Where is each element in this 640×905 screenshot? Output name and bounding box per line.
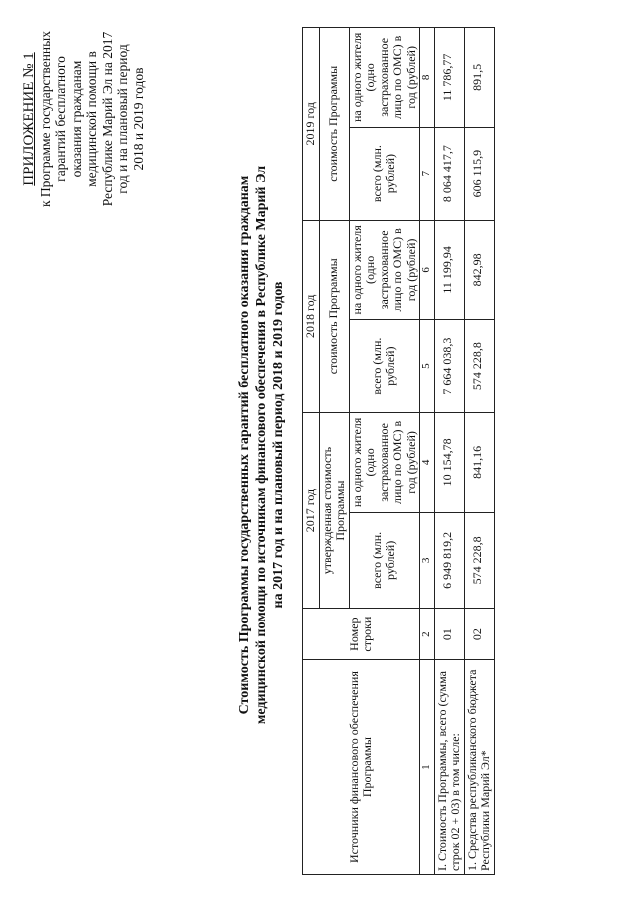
column-index: 8 [420,28,435,128]
header-year-2017: 2017 год [303,413,320,609]
column-index: 5 [420,320,435,413]
document-title-line-3: на 2017 год и на плановый период 2018 и 2019 годов [271,281,286,609]
row-total-2019: 606 115,9 [464,127,494,220]
row-per-capita-2018: 842,98 [464,220,494,320]
appendix-block [22,30,146,208]
row-number: 01 [434,609,464,660]
column-index: 1 [420,660,435,875]
row-per-capita-2017: 841,16 [464,413,494,513]
document-title-line-2: медицинской помощи по источникам финансового обеспечения в Республике Марий Эл [254,165,269,725]
row-number: 02 [464,609,494,660]
document-title [236,135,287,755]
header-year-2019: 2019 год [303,28,320,221]
column-index: 3 [420,512,435,608]
column-index-row [420,28,435,875]
column-index: 4 [420,413,435,513]
row-total-2017: 574 228,8 [464,512,494,608]
column-index: 7 [420,127,435,220]
header-year-2018: 2018 год [303,220,320,413]
header-cost-2018: стоимость Программы [319,220,349,413]
appendix-title: ПРИЛОЖЕНИЕ № 1 [21,52,37,186]
column-index: 2 [420,609,435,660]
header-cost-2019: стоимость Программы [319,28,349,221]
cost-table [302,27,495,875]
row-total-2018: 574 228,8 [464,320,494,413]
header-rownum: Номер строки [303,609,420,660]
row-per-capita-2019: 11 786,77 [434,28,464,128]
header-total-2017: всего (млн. рублей) [349,512,420,608]
appendix-text: к Программе государственных гарантий бесплатного оказания гражданам медицинской помощи в Республике Марий Эл на 2017 год и на плановый период 2018 и 2019 годов [37,31,146,207]
row-total-2018: 7 664 038,3 [434,320,464,413]
row-total-2017: 6 949 819,2 [434,512,464,608]
row-per-capita-2018: 11 199,94 [434,220,464,320]
table-row [464,28,494,875]
row-source: 1. Средства республиканского бюджета Республики Марий Эл* [464,660,494,875]
header-row-years [303,28,320,875]
column-index: 6 [420,220,435,320]
header-per-capita-2017: на одного жителя (одно застрахованное лицо по ОМС) в год (рублей) [349,413,420,513]
table-row [434,28,464,875]
row-total-2019: 8 064 417,7 [434,127,464,220]
header-per-capita-2018: на одного жителя (одно застрахованное лицо по ОМС) в год (рублей) [349,220,420,320]
header-cost-2017: утвержденная стоимость Программы [319,413,349,609]
row-source: I. Стоимость Программы, всего (сумма строк 02 + 03) в том числе: [434,660,464,875]
header-source: Источники финансового обеспечения Программы [303,660,420,875]
header-per-capita-2019: на одного жителя (одно застрахованное лицо по ОМС) в год (рублей) [349,28,420,128]
document-title-line-1: Стоимость Программы государственных гарантий бесплатного оказания гражданам [237,175,252,715]
row-per-capita-2017: 10 154,78 [434,413,464,513]
header-total-2019: всего (млн. рублей) [349,127,420,220]
row-per-capita-2019: 891,5 [464,28,494,128]
header-total-2018: всего (млн. рублей) [349,320,420,413]
